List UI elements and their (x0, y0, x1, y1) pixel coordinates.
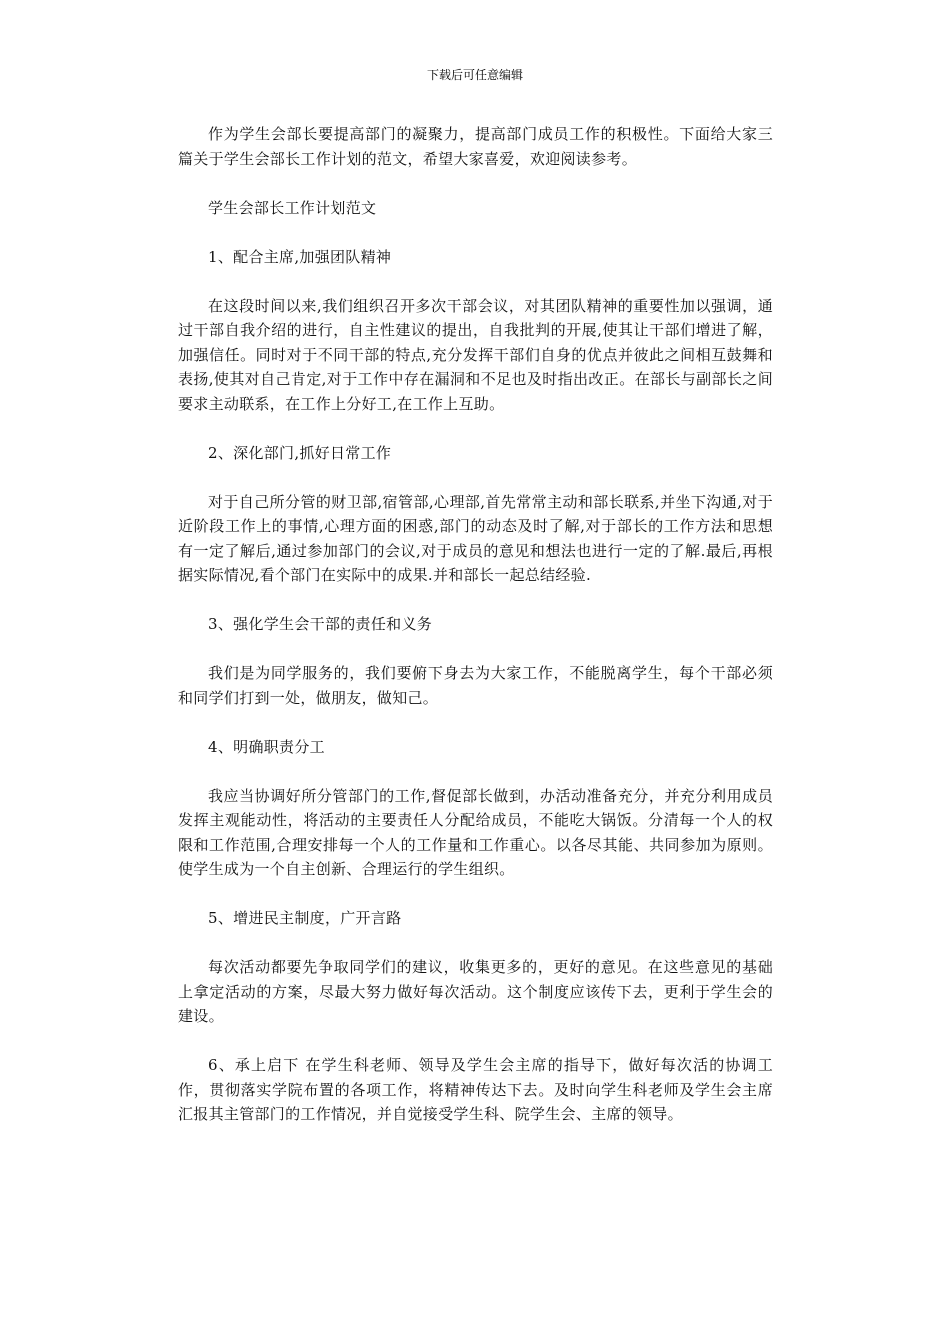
section-paragraph: 我们是为同学服务的，我们要俯下身去为大家工作，不能脱离学生，每个干部必须和同学们打到一处，做朋友，做知己。 (178, 664, 773, 707)
section-paragraph: 对于自己所分管的财卫部,宿管部,心理部,首先常常主动和部长联系,并坐下沟通,对于近阶段工作上的事情,心理方面的困惑,部门的动态及时了解,对于部长的工作方法和思想有一定了解后,通过参加部门的会议,对于成员的意见和想法也进行一定的了解.最后,再根据实际情况,看个部门在实际中的成果.并和部长一起总结经验. (178, 492, 773, 584)
section-paragraph: 我应当协调好所分管部门的工作,督促部长做到，办活动准备充分，并充分利用成员发挥主观能动性，将活动的主要责任人分配给成员，不能吃大锅饭。分清每一个人的权限和工作范围,合理安排每一个人的工作量和工作重心。以各尽其能、共同参加为原则。使学生成为一个自主创新、合理运行的学生组织。 (178, 786, 773, 878)
document-title: 学生会部长工作计划范文 (208, 198, 377, 217)
section-heading: 5、增进民主制度，广开言路 (208, 909, 402, 927)
section-heading: 4、明确职责分工 (208, 737, 325, 756)
section-paragraph: 在这段时间以来,我们组织召开多次干部会议，对其团队精神的重要性加以强调，通过干部自我介绍的进行，自主性建议的提出，自我批判的开展,使其让干部们增进了解，加强信任。同时对于不同干部的特点,充分发挥干部们自身的优点并彼此之间相互鼓舞和表扬,使其对自己肯定,对于工作中存在漏洞和不足也及时指出改正。在部长与副部长之间要求主动联系，在工作上分好工,在工作上互助。 (178, 296, 773, 413)
intro-paragraph: 作为学生会部长要提高部门的凝聚力，提高部门成员工作的积极性。下面给大家三篇关于学生会部长工作计划的范文，希望大家喜爱，欢迎阅读参考。 (178, 125, 773, 168)
page-header-note: 下载后可任意编辑 (426, 68, 523, 82)
section-heading: 2、深化部门,抓好日常工作 (208, 443, 392, 462)
section-paragraph: 每次活动都要先争取同学们的建议，收集更多的，更好的意见。在这些意见的基础上拿定活动的方案，尽最大努力做好每次活动。这个制度应该传下去，更利于学生会的建设。 (178, 958, 773, 1025)
document-body (178, 122, 773, 1127)
section-heading: 1、配合主席,加强团队精神 (208, 247, 392, 266)
closing-paragraph: 6、承上启下 在学生科老师、领导及学生会主席的指导下，做好每次活的协调工作，贯彻落实学院布置的各项工作，将精神传达下去。及时向学生科老师及学生会主席汇报其主管部门的工作情况，并自觉接受学生科、院学生会、主席的领导。 (178, 1056, 773, 1123)
section-heading: 3、强化学生会干部的责任和义务 (208, 615, 433, 633)
